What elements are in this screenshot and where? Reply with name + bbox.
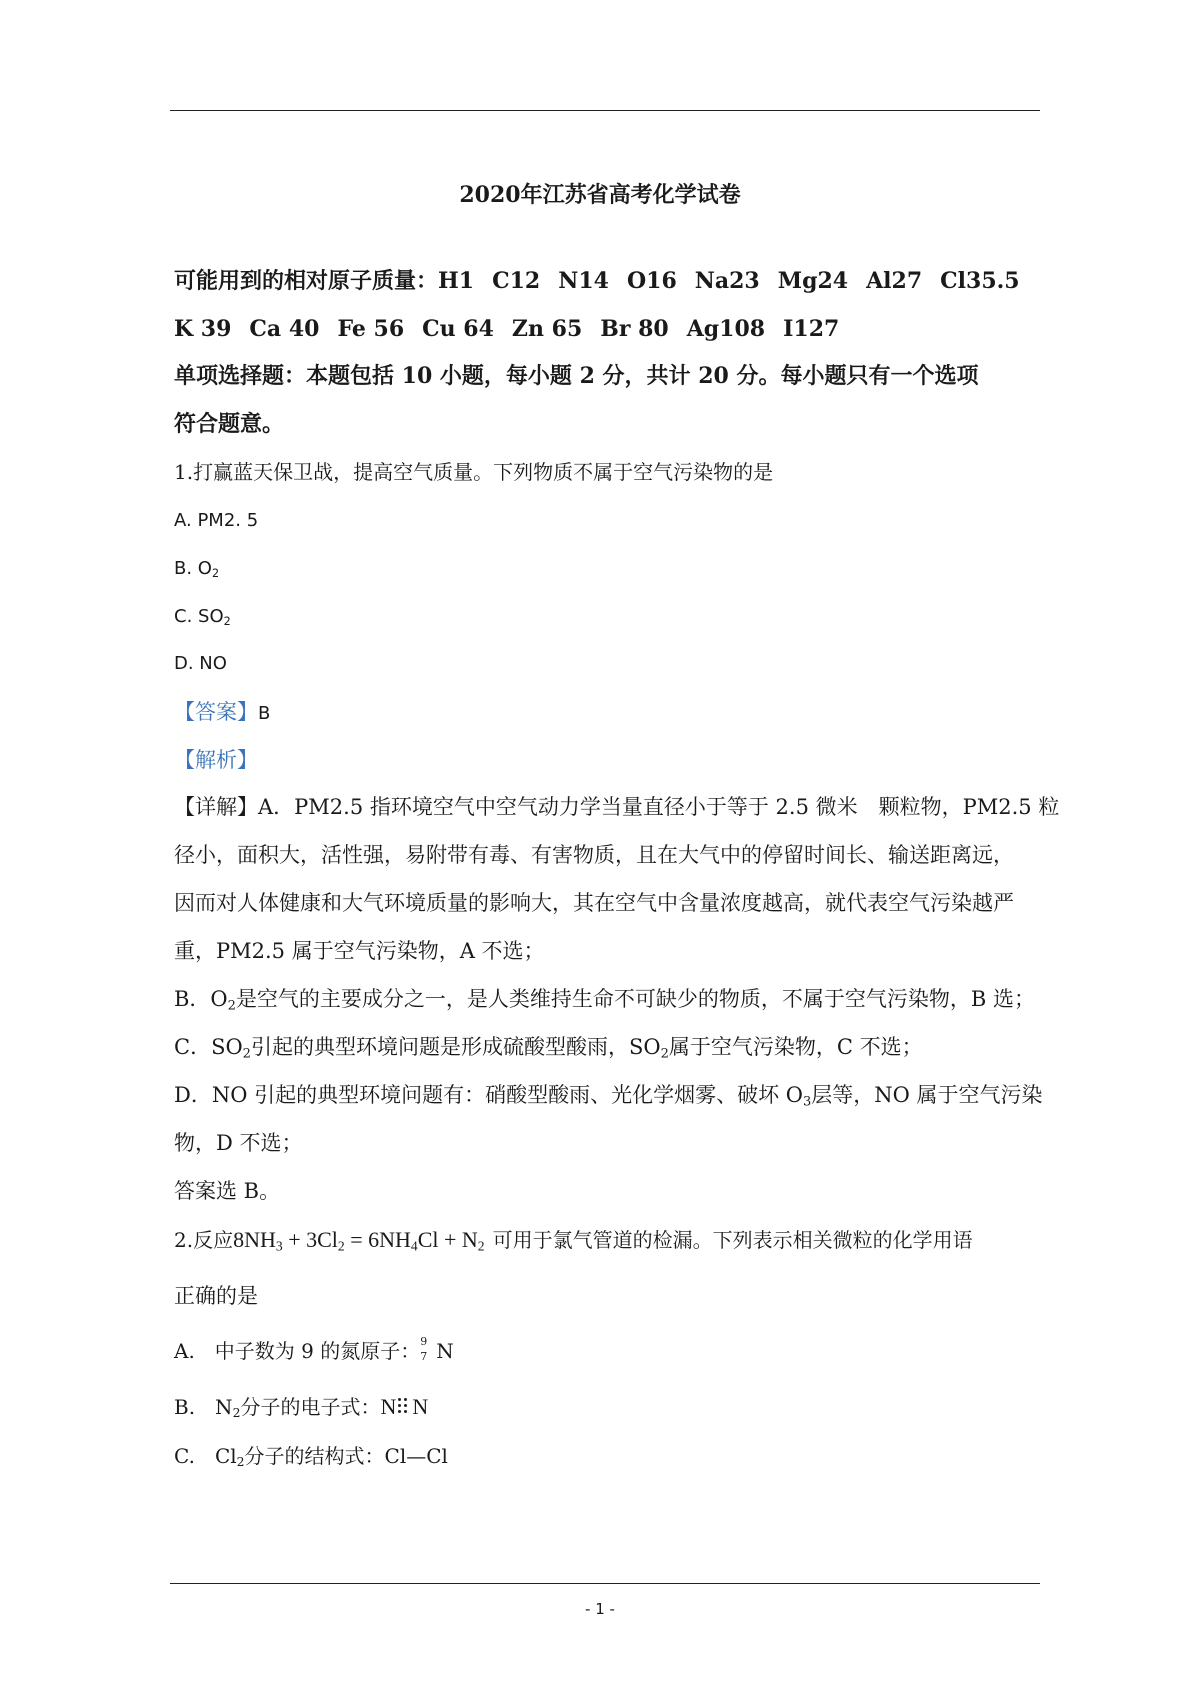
q1-option-c-text: C. SO: [174, 606, 224, 627]
q1-detail-c: C．$SO_2$引起的典型环境问题是形成硫酸型酸雨，$SO_2$属于空气污染物，C 不选；: [174, 1035, 923, 1062]
q2-option-c-pre: C. Cl: [174, 1444, 237, 1468]
mass-ca: Ca 40: [249, 316, 320, 342]
mass-o: O16: [626, 268, 677, 294]
q1-detail-line-3: 因而对人体健康和大气环境质量的影响大，其在空气中含量浓度越高，就代表空气污染越严: [174, 891, 1014, 915]
q1-detail-b: B．$O_2$是空气的主要成分之一，是人类维持生命不可缺少的物质，不属于空气污染物，B 选；: [174, 987, 1036, 1014]
atomic-masses-row-1: [174, 267, 1020, 295]
mass-zn: Zn 65: [511, 316, 583, 342]
mass-br: Br 80: [600, 316, 669, 342]
q1-detail-line-2: 径小，面积大，活性强，易附带有毒、有害物质，且在大气中的停留时间长、输送距离远，: [174, 843, 1014, 867]
q2-stem: [174, 1226, 973, 1260]
electron-dots-icon: [396, 1396, 412, 1416]
q1-detail-d-post: 层等，NO 属于空气污染: [811, 1083, 1043, 1107]
q1-option-c: C. $SO_2$: [174, 606, 231, 628]
page-number: - 1 -: [585, 1600, 615, 1618]
mass-cu: Cu 64: [422, 316, 494, 342]
q2-stem-line-2: 正确的是: [174, 1284, 258, 1308]
footer-rule: [170, 1583, 1040, 1584]
mass-fe: Fe 56: [337, 316, 405, 342]
mass-i: I127: [783, 316, 840, 342]
nitrogen-isotope-notation: [420, 1335, 436, 1364]
q2-option-b-pre: B. N: [174, 1395, 233, 1419]
q2-option-b: B. $N_2$分子的电子式：N N: [174, 1394, 429, 1421]
q1-detail-d-line-1: D．NO 引起的典型环境问题有：硝酸型酸雨、光化学烟雾、破坏 $O_3$层等，NO 属于空气污染: [174, 1083, 1043, 1110]
mass-k: K 39: [174, 316, 232, 342]
q1-option-a: A. PM2. 5: [174, 510, 259, 531]
atomic-masses-row-2: [174, 315, 839, 343]
q1-detail-d-line-2: 物，D 不选；: [174, 1131, 303, 1155]
q1-answer: [174, 698, 270, 728]
mass-mg: Mg24: [777, 268, 849, 294]
isotope-symbol: N: [436, 1339, 454, 1363]
q1-detail-c-pre: C．SO: [174, 1035, 243, 1059]
section-heading-line-2: 符合题意。: [174, 411, 285, 437]
n2-lewis-structure: N N: [380, 1394, 429, 1419]
q1-option-b: B. $O_2$: [174, 558, 220, 580]
mass-cl: Cl35.5: [940, 268, 1020, 294]
q2-stem-suffix: 可用于氯气管道的检漏。下列表示相关微粒的化学用语: [492, 1228, 973, 1252]
atomic-masses-label: 可能用到的相对原子质量：: [174, 268, 439, 294]
q1-detail-c-mid: 引起的典型环境问题是形成硫酸型酸雨，SO: [250, 1035, 661, 1059]
q1-detail-c-post: 属于空气污染物，C 不选；: [668, 1035, 923, 1059]
header-rule: [170, 110, 1040, 111]
q1-detail-b-pre: B．O: [174, 987, 228, 1011]
q2-option-a-text: A. 中子数为 9 的氮原子：: [174, 1339, 421, 1363]
q1-detail-line-1: 【详解】A．PM2.5 指环境空气中空气动力学当量直径小于等于 2.5 微米 颗粒物，PM2.5 粒: [174, 795, 1060, 819]
q1-conclusion: 答案选 B。: [174, 1179, 281, 1203]
q1-detail-b-post: 是空气的主要成分之一，是人类维持生命不可缺少的物质，不属于空气污染物，B 选；: [235, 987, 1036, 1011]
q2-option-a: [174, 1337, 454, 1365]
q2-option-c-post: 分子的结构式：Cl—Cl: [244, 1444, 448, 1468]
page-title: 2020年江苏省高考化学试卷: [459, 182, 741, 208]
isotope-mass-number: 9: [420, 1335, 428, 1348]
mass-n: N14: [558, 268, 609, 294]
q2-stem-prefix: 2.反应: [174, 1228, 234, 1252]
q2-option-b-post: 分子的电子式：: [240, 1395, 381, 1419]
reaction-equation: $8NH_3 + 3Cl_2 = 6NH_4Cl + N_2$: [233, 1227, 485, 1254]
isotope-atomic-number: 7: [420, 1350, 428, 1363]
mass-al: Al27: [866, 268, 923, 294]
q1-detail-line-4: 重，PM2.5 属于空气污染物，A 不选；: [174, 939, 545, 963]
section-heading-line-1: 单项选择题：本题包括 10 小题，每小题 2 分，共计 20 分。每小题只有一个选项: [174, 363, 979, 389]
q1-analysis-tag: 【解析】: [174, 748, 258, 772]
mass-ag: Ag108: [686, 316, 766, 342]
q1-detail-d-pre: D．NO 引起的典型环境问题有：硝酸型酸雨、光化学烟雾、破坏 O: [174, 1083, 803, 1107]
mass-h: H1: [438, 268, 475, 294]
q1-stem: 1.打赢蓝天保卫战，提高空气质量。下列物质不属于空气污染物的是: [174, 460, 774, 484]
q2-option-c: C. $Cl_2$分子的结构式：Cl—Cl: [174, 1444, 448, 1470]
answer-value: B: [258, 703, 271, 724]
mass-na: Na23: [694, 268, 760, 294]
q1-option-d: D. NO: [174, 653, 227, 674]
q1-option-b-text: B. O: [174, 558, 212, 579]
answer-tag: 【答案】: [174, 700, 258, 724]
mass-c: C12: [492, 268, 541, 294]
